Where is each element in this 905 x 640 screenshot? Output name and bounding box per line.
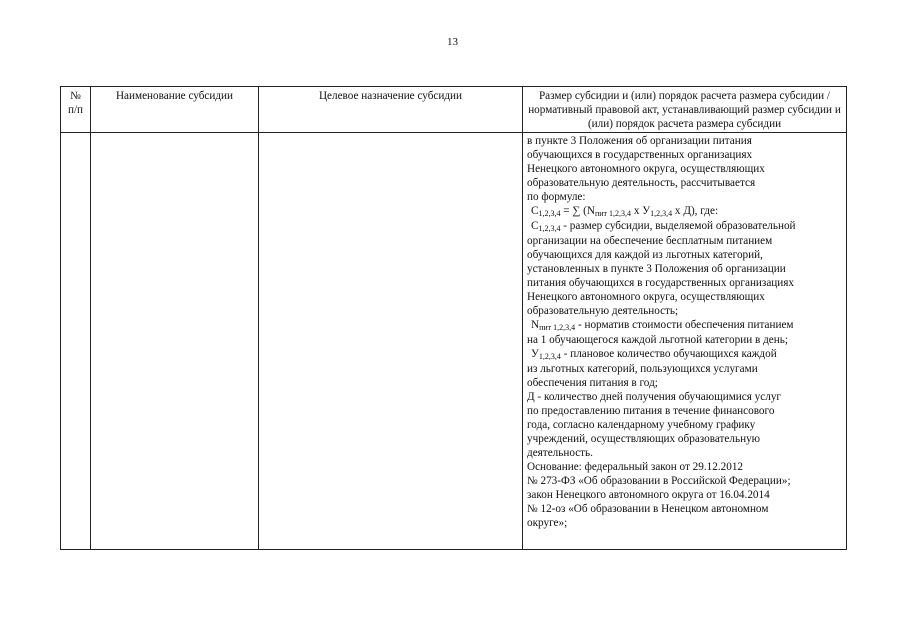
formula-line: $С_{1,2,3,4}$ = ∑ ($N_{пит 1,2,3,4}$ х $У_{1,2,3,4}$ х Д), где:	[531, 205, 719, 218]
text-line: Основание: федеральный закон от 29.12.2012	[527, 461, 744, 473]
text-line: на 1 обучающегося каждой льготной категории в день;	[527, 334, 788, 346]
text-line: учреждений, осуществляющих образовательную	[527, 433, 761, 445]
text-line: округе»;	[527, 517, 568, 529]
text-line: № 12-оз «Об образовании в Ненецком автономном	[527, 503, 769, 515]
text-line: № 273-ФЗ «Об образовании в Российской Федерации»;	[527, 475, 791, 487]
text-line: Ненецкого автономного округа, осуществляющих	[527, 291, 765, 303]
text-line: обеспечения питания в год;	[527, 377, 658, 389]
c-definition-lines	[527, 234, 842, 318]
text-line: из льготных категорий, пользующихся услугами	[527, 363, 758, 375]
page-number: 13	[447, 36, 458, 48]
text-line: образовательную деятельность;	[527, 305, 679, 317]
text-line: обучающихся в государственных организациях	[527, 149, 753, 161]
text-line: деятельность.	[527, 447, 593, 459]
text-line: Ненецкого автономного округа, осуществляющих	[527, 163, 765, 175]
n-definition-first: $N_{пит 1,2,3,4}$ - норматив стоимости обеспечения питанием	[531, 319, 794, 332]
y-definition-first: $У_{1,2,3,4}$ - плановое количество обучающихся каждой	[531, 348, 777, 361]
cell-size	[523, 133, 847, 550]
subsidy-table	[60, 86, 847, 550]
text-line: образовательную деятельность, рассчитывается	[527, 177, 756, 189]
y-definition-lines	[527, 362, 842, 390]
text-line: питания обучающихся в государственных организациях	[527, 277, 795, 289]
text-line: по предоставлению питания в течение финансового	[527, 405, 775, 417]
header-size: Размер субсидии и (или) порядок расчета размера субсидии / нормативный правовой акт, устанавливающий размер субсидии и (или) порядок расчета размера субсидии	[523, 87, 847, 133]
text-line: Д - количество дней получения обучающимися услуг	[527, 391, 782, 403]
text-line: установленных в пункте 3 Положения об организации	[527, 263, 786, 275]
header-purpose: Целевое назначение субсидии	[259, 87, 523, 133]
cell-name	[91, 133, 259, 550]
header-num: № п/п	[61, 87, 91, 133]
c-definition-first: $С_{1,2,3,4}$ - размер субсидии, выделяемой образовательной	[531, 220, 796, 233]
cell-purpose	[259, 133, 523, 550]
table-header-row	[61, 87, 847, 133]
intro-lines	[527, 134, 842, 204]
header-name: Наименование субсидии	[91, 87, 259, 133]
text-line: в пункте 3 Положения об организации питания	[527, 135, 752, 147]
d-definition-lines	[527, 390, 842, 460]
text-line: по формуле:	[527, 191, 586, 203]
text-line: закон Ненецкого автономного округа от 16.04.2014	[527, 489, 770, 501]
n-definition-lines	[527, 333, 842, 347]
basis-lines	[527, 460, 842, 530]
cell-num	[61, 133, 91, 550]
text-line: организации на обеспечение бесплатным питанием	[527, 235, 773, 247]
table-row	[61, 133, 847, 550]
text-line: обучающихся для каждой из льготных категорий,	[527, 249, 763, 261]
text-line: года, согласно календарному учебному графику	[527, 419, 756, 431]
